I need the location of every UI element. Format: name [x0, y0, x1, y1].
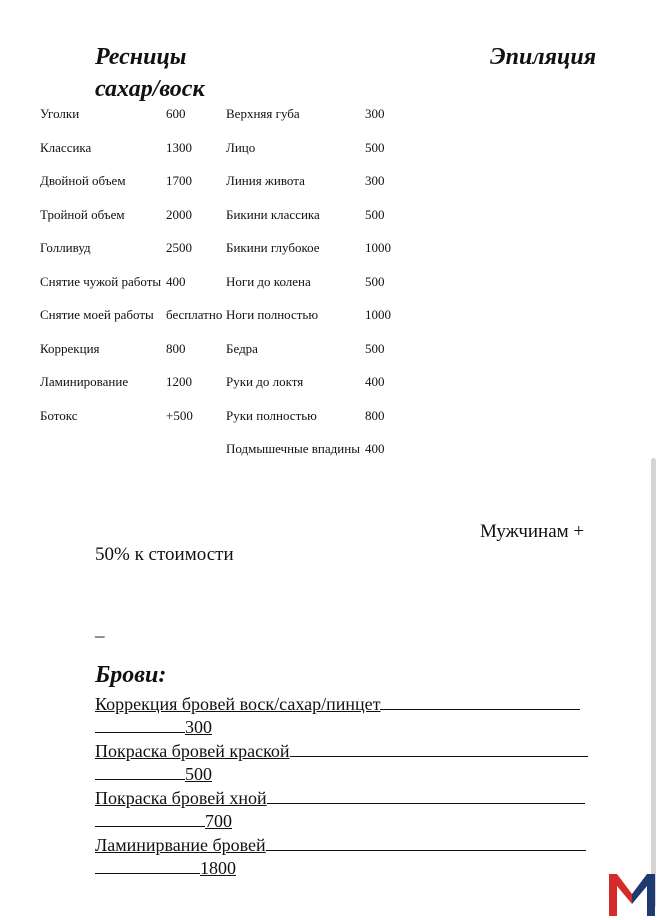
brow-price-value: 300	[185, 717, 212, 737]
table-row	[0, 104, 662, 124]
lash-service-price: 1200	[166, 374, 192, 389]
brow-service-price	[95, 762, 212, 786]
epilation-service-name: Бедра	[226, 340, 258, 356]
m-logo-icon	[607, 870, 657, 918]
lashes-title-line1: Ресницы	[95, 44, 187, 70]
epilation-service-name: Верхняя губа	[226, 106, 300, 121]
lash-service-price: 600	[166, 106, 186, 121]
brow-price-value: 700	[205, 811, 232, 831]
epilation-service-price: 500	[365, 273, 385, 289]
epilation-service-price: 1000	[365, 307, 391, 322]
underline-fill	[267, 786, 585, 804]
lash-service-name: Ламинирование	[40, 374, 129, 389]
scrollbar[interactable]	[651, 458, 656, 908]
brows-title: Брови:	[95, 662, 167, 688]
brow-price-value: 500	[185, 764, 212, 784]
underline-fill	[95, 809, 205, 827]
brow-service-price	[95, 715, 212, 739]
lash-service-price: 2000	[166, 206, 192, 222]
lash-service-name: Ботокс	[40, 407, 78, 423]
epilation-service-name: Ноги полностью	[226, 307, 319, 322]
lash-service-name: Уголки	[40, 106, 80, 121]
epilation-service-price: 500	[365, 206, 385, 222]
brow-service-name	[95, 786, 585, 810]
table-row	[0, 305, 662, 325]
underline-fill	[266, 833, 586, 851]
epilation-service-price: 500	[365, 139, 385, 155]
epilation-service-name: Бикини классика	[226, 206, 320, 222]
brow-service-price	[95, 809, 232, 833]
table-row	[0, 238, 662, 258]
brow-service-label: Покраска бровей краской	[95, 741, 290, 761]
men-note-dash: _	[95, 619, 105, 640]
epilation-service-name: Руки полностью	[226, 407, 317, 423]
table-row	[0, 138, 662, 158]
lash-service-price: 2500	[166, 240, 192, 255]
table-row	[0, 171, 662, 191]
underline-fill	[380, 692, 580, 710]
lash-service-price: +500	[166, 407, 193, 423]
epilation-service-price: 300	[365, 106, 385, 121]
epilation-service-price: 500	[365, 340, 385, 356]
epilation-title: Эпиляция	[490, 44, 597, 70]
lash-service-name: Тройной объем	[40, 206, 125, 222]
underline-fill	[95, 762, 185, 780]
table-row	[0, 406, 662, 426]
lash-service-name: Двойной объем	[40, 173, 126, 188]
men-note-line2: 50% к стоимости	[95, 544, 234, 565]
brow-service-label: Покраска бровей хной	[95, 788, 267, 808]
brow-service-name	[95, 833, 586, 857]
brow-service-label: Коррекция бровей воск/сахар/пинцет	[95, 694, 381, 714]
lash-service-price: 1700	[166, 173, 192, 188]
epilation-service-name: Подмышечные впадины	[226, 441, 360, 456]
table-row	[0, 339, 662, 359]
table-row	[0, 205, 662, 225]
lash-service-price: 800	[166, 340, 186, 356]
lash-service-name: Снятие чужой работы	[40, 273, 162, 289]
brow-service-price	[95, 856, 236, 880]
lash-service-price: 400	[166, 273, 186, 289]
brow-service-name	[95, 692, 580, 716]
table-row	[0, 372, 662, 392]
table-row	[0, 272, 662, 292]
epilation-service-name: Линия живота	[226, 173, 305, 188]
underline-fill	[290, 739, 588, 757]
epilation-service-price: 300	[365, 173, 385, 188]
epilation-service-price: 400	[365, 374, 385, 389]
lashes-title-line2: сахар/воск	[95, 76, 205, 102]
epilation-service-price: 1000	[365, 240, 391, 255]
brow-service-label: Ламинирвание бровей	[95, 835, 266, 855]
lash-service-name: Коррекция	[40, 340, 100, 356]
brow-price-value: 1800	[200, 858, 236, 878]
table-row	[0, 439, 662, 459]
underline-fill	[95, 715, 185, 733]
epilation-service-price: 800	[365, 407, 385, 423]
lash-service-name: Снятие моей работы	[40, 307, 154, 322]
brow-service-name	[95, 739, 588, 763]
lash-service-name: Голливуд	[40, 240, 91, 255]
men-note-line1: Мужчинам +	[480, 521, 585, 542]
epilation-service-name: Бикини глубокое	[226, 240, 320, 255]
epilation-service-name: Руки до локтя	[226, 374, 304, 389]
epilation-service-price: 400	[365, 441, 385, 456]
epilation-service-name: Ноги до колена	[226, 273, 311, 289]
underline-fill	[95, 856, 200, 874]
lash-service-price: 1300	[166, 139, 192, 155]
lash-service-price: бесплатно	[166, 307, 223, 322]
lash-service-name: Классика	[40, 139, 92, 155]
epilation-service-name: Лицо	[226, 139, 256, 155]
